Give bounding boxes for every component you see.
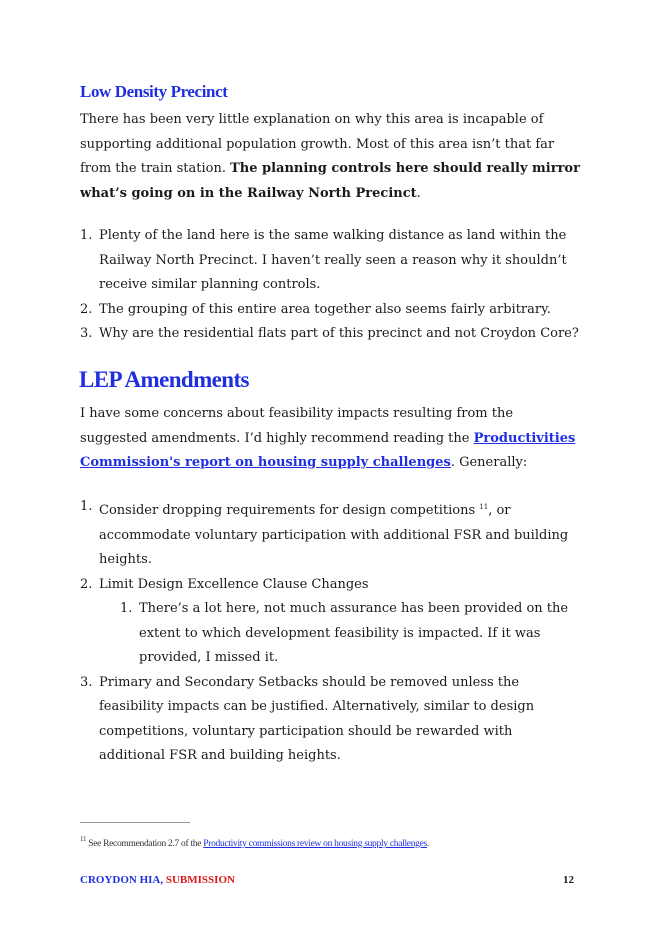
low-density-intro: There has been very little explanation on why this area is incapable of supporting additional population growth. Most of this area isn’t that far from the train station. The planning controls here should really mirror what’s going on in the Railway North Precinct.: [80, 112, 580, 201]
list-item: 3. Why are the residential flats part of this precinct and not Croydon Core?: [80, 326, 579, 341]
list-item: 1. There’s a lot here, not much assurance has been provided on the extent to which development feasibility is impacted. If it was provided, I missed it.: [120, 601, 569, 665]
footer-title: CROYDON HIA, SUBMISSION: [80, 874, 235, 886]
low-density-emphasis: The planning controls here should really mirror what’s going on in the Railway North Precinct: [80, 161, 580, 201]
footnote: $^{11}$ See Recommendation 2.7 of the Productivity commissions review on housing supply challenges.: [80, 835, 429, 849]
list-item: 2. The grouping of this entire area together also seems fairly arbitrary.: [80, 301, 551, 317]
lep-intro: I have some concerns about feasibility impacts resulting from the suggested amendments. I’d highly recommend reading the Productivities Commission's report on housing supply challenges. Generally:: [80, 406, 576, 470]
footnote-link[interactable]: Productivity commissions review on housing supply challenges: [203, 839, 427, 849]
list-item: 1. Plenty of the land here is the same walking distance as land within the Railway North Precinct. I haven’t really seen a reason why it shouldn’t receive similar planning controls.: [80, 228, 567, 292]
footnote-divider: [80, 822, 190, 823]
list-item-nested: [80, 597, 580, 671]
low-density-list: [80, 224, 580, 347]
footnote-ref[interactable]: 11: [479, 503, 489, 511]
nested-list: [80, 597, 580, 671]
page-number: 12: [563, 874, 574, 886]
lep-heading: LEP Amendments: [79, 367, 249, 392]
productivity-commission-link[interactable]: Productivities Commission's report on housing supply challenges: [80, 430, 576, 470]
list-item: 2. Limit Design Excellence Clause Changes: [80, 576, 369, 592]
list-item: 1. Consider dropping requirements for design competitions $^{11}$, or accommodate voluntary participation with additional FSR and building heights.: [80, 499, 569, 567]
list-item: 3. Primary and Secondary Setbacks should be removed unless the feasibility impacts can be justified. Alternatively, similar to design competitions, voluntary participation should be rewarded with additional FSR and building heights.: [80, 674, 535, 763]
low-density-heading: Low Density Precinct: [80, 82, 228, 101]
lep-list: [80, 495, 580, 769]
